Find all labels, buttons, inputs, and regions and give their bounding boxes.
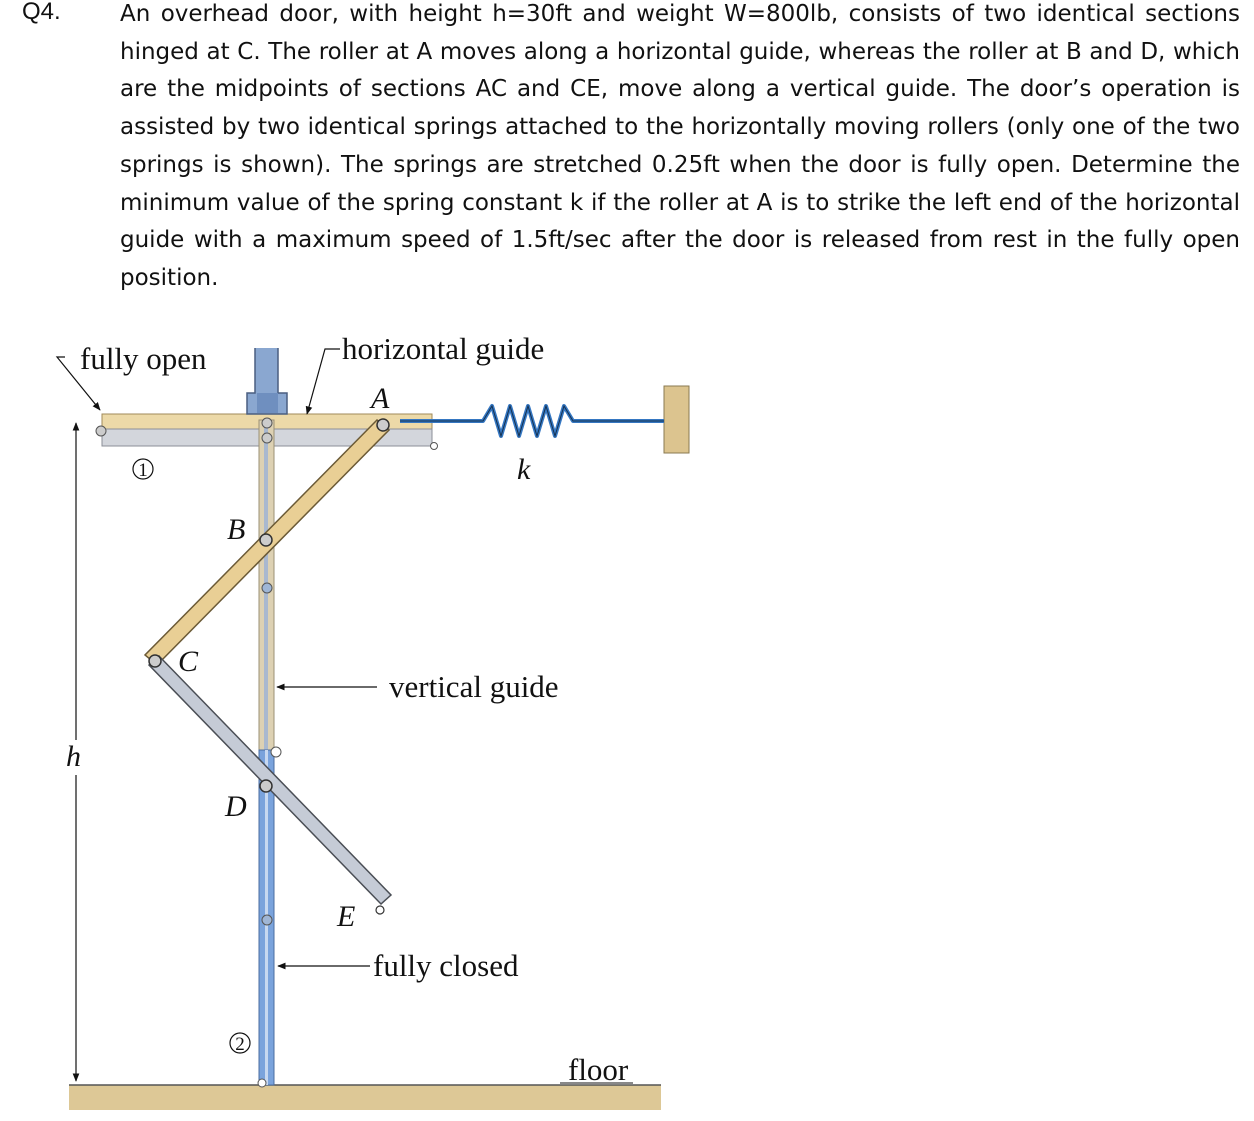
floor-label: floor bbox=[568, 1052, 629, 1087]
height-h-label: h bbox=[66, 740, 81, 773]
roller-a bbox=[377, 419, 389, 431]
horizontal-guide-label: horizontal guide bbox=[342, 331, 545, 366]
open-door-right-roller bbox=[431, 443, 438, 450]
question-line: guide with a maximum speed of 1.5ft/sec after the door is released from rest in the fully open bbox=[120, 227, 1240, 254]
spring-k-label: k bbox=[517, 453, 531, 486]
question-line: springs is shown). The springs are stretched 0.25ft when the door is fully open. Determine the bbox=[120, 151, 1240, 178]
roller bbox=[262, 433, 272, 443]
point-e-label: E bbox=[337, 900, 356, 933]
fully-open-label: fully open bbox=[80, 341, 207, 376]
roller bbox=[262, 915, 272, 925]
floor-slab bbox=[69, 1085, 661, 1110]
point-b-label: B bbox=[227, 513, 246, 546]
question-line: position. bbox=[120, 264, 219, 291]
question-line: hinged at C. The roller at A moves along a horizontal guide, whereas the roller at B and D, which bbox=[120, 38, 1240, 65]
roller bbox=[271, 747, 281, 757]
question-line: An overhead door, with height h=30ft and weight W=800lb, consists of two identical sections bbox=[120, 1, 1240, 27]
question-number: Q4. bbox=[22, 0, 61, 25]
position-1-label: 1 bbox=[138, 460, 148, 481]
horizontal-guide-leader bbox=[307, 349, 340, 414]
roller-b bbox=[260, 534, 272, 546]
roller-e bbox=[376, 906, 384, 914]
point-d-label: D bbox=[225, 790, 247, 823]
vertical-guide-label: vertical guide bbox=[389, 669, 559, 704]
position-2-label: 2 bbox=[235, 1034, 245, 1055]
hinge-c bbox=[149, 655, 161, 667]
question-line: minimum value of the spring constant k if the roller at A is to strike the left end of the horizontal bbox=[120, 189, 1240, 216]
roller-d bbox=[260, 780, 272, 792]
spring-wall bbox=[664, 386, 689, 453]
open-door-end-roller bbox=[96, 426, 106, 436]
fully-closed-label: fully closed bbox=[373, 948, 519, 983]
guide-bracket-shade bbox=[257, 393, 278, 413]
roller bbox=[258, 1079, 266, 1087]
question-line: assisted by two identical springs attached to the horizontally moving rollers (only one of the two bbox=[120, 114, 1240, 141]
point-c-label: C bbox=[178, 645, 199, 678]
roller bbox=[262, 583, 272, 593]
point-a-label: A bbox=[371, 382, 390, 415]
roller bbox=[262, 418, 272, 428]
spring-k-outline bbox=[400, 406, 664, 436]
question-line: are the midpoints of sections AC and CE, move along a vertical guide. The door’s operation is bbox=[120, 76, 1240, 103]
